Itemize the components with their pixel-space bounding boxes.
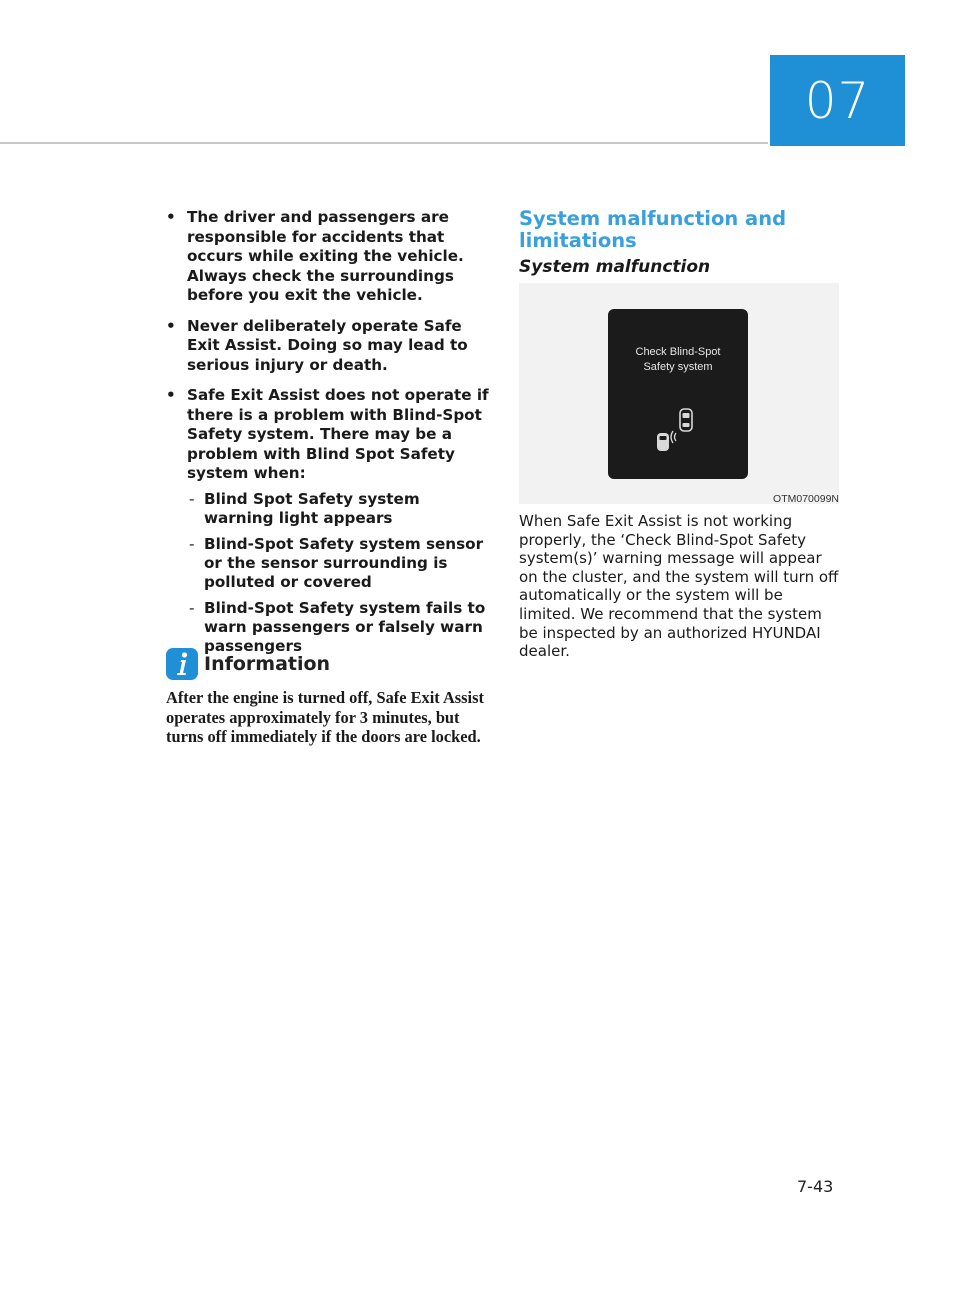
bullet-dot-icon: • [166, 316, 176, 335]
cluster-screen [608, 309, 748, 479]
sub-list-item [187, 490, 492, 528]
left-column [162, 208, 492, 667]
figure-code: OTM070099N [773, 493, 839, 505]
sub-list-item [187, 535, 492, 592]
info-icon [166, 648, 198, 680]
bullet-text: The driver and passengers are responsible for accidents that occurs while exiting the vehicle. Always check the surroundings before you exit the vehicle. [187, 208, 464, 304]
dash-icon: - [189, 534, 195, 553]
information-body: After the engine is turned off, Safe Exit Assist operates approximately for 3 minutes, but turns off immediately if the doors are locked. [166, 688, 484, 746]
header-rule [0, 142, 768, 144]
section-title: System malfunction and limitations [519, 207, 787, 252]
bullet-text: Never deliberately operate Safe Exit Assist. Doing so may lead to serious injury or death. [187, 316, 468, 374]
subsection-title: System malfunction [519, 257, 711, 277]
sub-list-item [187, 599, 492, 656]
bullet-dot-icon: • [166, 386, 176, 404]
list-item [162, 317, 492, 376]
sub-item-text: Blind-Spot Safety system fails to warn passengers or falsely warn passengers [204, 598, 486, 655]
cluster-figure [519, 283, 839, 504]
sub-item-text: Blind-Spot Safety system sensor or the sensor surrounding is polluted or covered [204, 534, 484, 591]
dash-icon: - [189, 598, 195, 617]
warning-message [608, 345, 748, 375]
list-item [162, 208, 492, 306]
bullet-text: Safe Exit Assist does not operate if there is a problem with Blind-Spot Safety system. There may be a problem with Blind Spot Safety system when: [187, 386, 489, 482]
warning-message-line1: Check Blind-Spot [635, 346, 721, 358]
sub-item-text: Blind Spot Safety system warning light appears [204, 489, 420, 527]
info-glyph-icon [172, 651, 192, 677]
condition-sublist [187, 490, 492, 656]
page-number: 7-43 [797, 1177, 834, 1196]
bullet-dot-icon: • [166, 208, 176, 226]
information-header [166, 648, 330, 680]
dash-icon: - [189, 489, 195, 508]
information-title: Information [204, 653, 331, 675]
chapter-tab: 07 [770, 55, 905, 146]
list-item [162, 386, 492, 656]
warning-bullet-list [162, 208, 492, 656]
warning-message-line2: Safety system [643, 361, 713, 373]
right-column [519, 208, 839, 278]
car-sensor-icon [650, 403, 710, 457]
malfunction-paragraph: When Safe Exit Assist is not working properly, the ‘Check Blind-Spot Safety system(s)’ warning message will appear on the cluster, and the system will turn off automatically or the system will be limited. We recommend that the system be inspected by an authorized HYUNDAI dealer. [519, 512, 839, 661]
